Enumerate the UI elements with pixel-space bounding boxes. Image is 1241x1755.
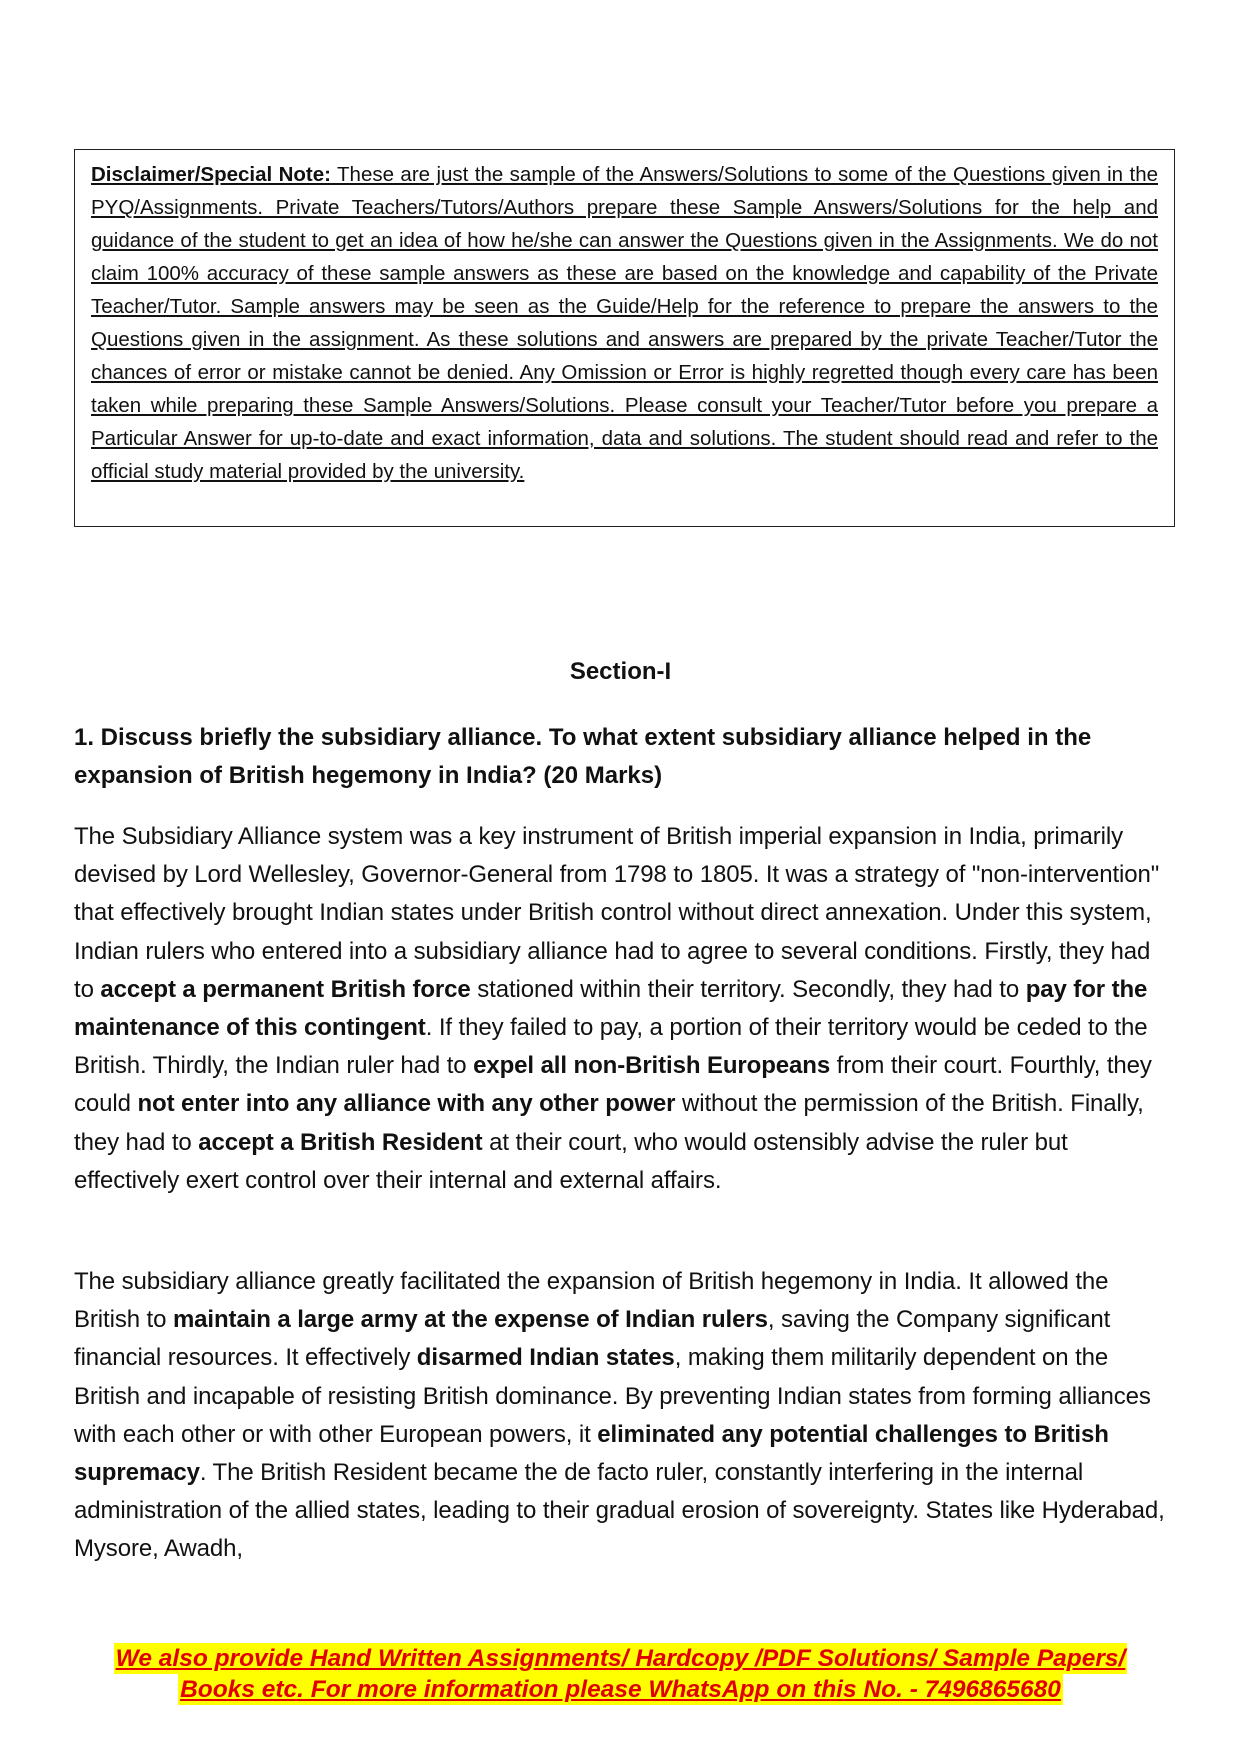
p2-text-2: , saving the Company significant financial resources. It effectively xyxy=(74,1306,1111,1372)
disclaimer-box xyxy=(74,149,1175,527)
p2-text-1: The subsidiary alliance greatly facilitated the expansion of British hegemony in India. It allowed the British to xyxy=(74,1268,1109,1334)
answer-paragraph-1 xyxy=(74,818,1174,1200)
section-heading: Section-I xyxy=(569,658,672,685)
p2-text-3: , making them militarily dependent on the British and incapable of resisting British dominance. By preventing Indian states from forming alliances with each other or with other European powers, it xyxy=(74,1344,1151,1448)
disclaimer-text xyxy=(91,158,1158,488)
p1-bold-3: expel all non-British Europeans xyxy=(473,1052,831,1080)
p1-text-1: The Subsidiary Alliance system was a key instrument of British imperial expansion in India, primarily devised by Lord Wellesley, Governor-General from 1798 to 1805. It was a strategy of "non-intervention" that effectively brought Indian states under British control without direct annexation. Under this system, Indian rulers who entered into a subsidiary alliance had to agree to several conditions. Firstly, they had to xyxy=(74,823,1160,1003)
disclaimer-label: Disclaimer/Special Note: xyxy=(91,163,331,186)
p1-bold-1: accept a permanent British force xyxy=(100,975,471,1003)
p1-text-4: from their court. Fourthly, they could xyxy=(74,1052,1152,1118)
promo-footer xyxy=(0,1643,1241,1705)
p1-text-2: stationed within their territory. Secondly, they had to xyxy=(470,975,1026,1003)
p1-text-6: at their court, who would ostensibly advise the ruler but effectively exert control over their internal and external affairs. xyxy=(74,1128,1068,1194)
question-text: 1. Discuss briefly the subsidiary alliance. To what extent subsidiary alliance helped in the expansion of British hegemony in India? (20 Marks) xyxy=(74,724,1092,789)
promo-line-2: Books etc. For more information please WhatsApp on this No. - 7496865680 xyxy=(180,1676,1061,1703)
p2-bold-1: maintain a large army at the expense of Indian rulers xyxy=(172,1306,768,1334)
p1-text-3: . If they failed to pay, a portion of their territory would be ceded to the British. Thirdly, the Indian ruler had to xyxy=(74,1014,1148,1080)
promo-line-1: We also provide Hand Written Assignments/ Hardcopy /PDF Solutions/ Sample Papers/ xyxy=(115,1645,1126,1672)
answer-paragraph-2 xyxy=(74,1263,1174,1569)
p1-bold-4: not enter into any alliance with any other power xyxy=(137,1090,676,1118)
p2-text-4: . The British Resident became the de facto ruler, constantly interfering in the internal administration of the allied states, leading to their gradual erosion of sovereignty. States like Hyderabad, Mysore, Awadh, xyxy=(74,1459,1165,1563)
p2-bold-3: eliminated any potential challenges to British supremacy xyxy=(74,1420,1109,1487)
p2-bold-2: disarmed Indian states xyxy=(416,1344,675,1372)
disclaimer-body: These are just the sample of the Answers/Solutions to some of the Questions given in the PYQ/Assignments. Private Teachers/Tutors/Authors prepare these Sample Answers/Solutions for the help and guidance of the student to get an idea of how he/she can answer the Questions given in the Assignments. We do not claim 100% accuracy of these sample answers as these are based on the knowledge and capability of the Private Teacher/Tutor. Sample answers may be seen as the Guide/Help for the reference to prepare the answers to the Questions given in the assignment. As these solutions and answers are prepared by the private Teacher/Tutor the chances of error or mistake cannot be denied. Any Omission or Error is highly regretted though every care has been taken while preparing these Sample Answers/Solutions. Please consult your Teacher/Tutor before you prepare a Particular Answer for up-to-date and exact information, data and solutions. The student should read and refer to the official study material provided by the university. xyxy=(91,163,1158,483)
p1-text-5: without the permission of the British. Finally, they had to xyxy=(74,1090,1144,1156)
p1-bold-2: pay for the maintenance of this contingent xyxy=(74,975,1148,1042)
p1-bold-5: accept a British Resident xyxy=(198,1128,483,1156)
